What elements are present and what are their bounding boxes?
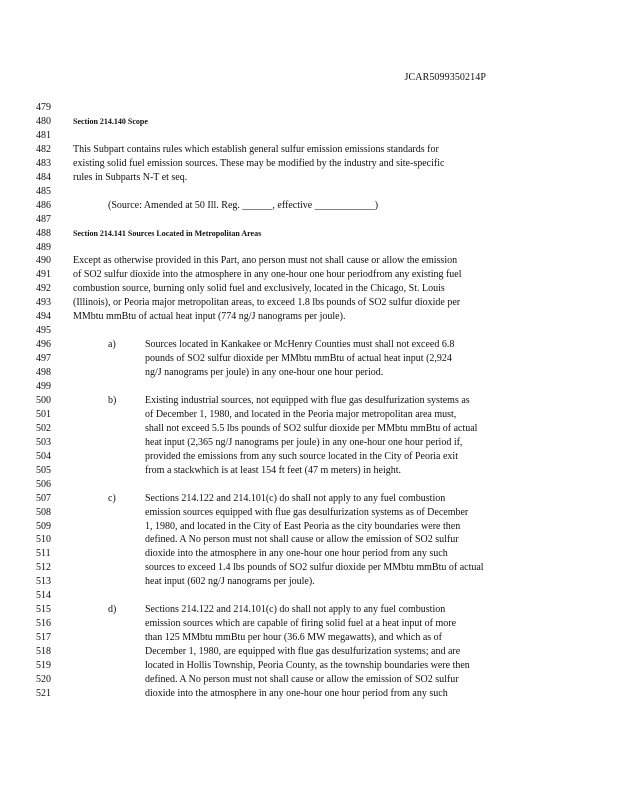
text-line <box>0 645 618 659</box>
line-text: Sections 214.122 and 214.101(c) do shall not apply to any fuel combustion <box>145 492 446 504</box>
line-number: 512 <box>36 562 51 574</box>
line-number: 488 <box>36 227 51 239</box>
line-number: 490 <box>36 255 51 267</box>
line-number: 497 <box>36 353 51 365</box>
line-text: Existing industrial sources, not equipped with flue gas desulfurization systems as <box>145 394 470 406</box>
text-line <box>0 603 618 617</box>
line-number: 486 <box>36 199 51 211</box>
line-text: ng/J nanograms per joule) in any one-hour one hour period. <box>145 367 384 379</box>
text-line <box>0 157 618 171</box>
text-line <box>0 282 618 296</box>
line-number: 513 <box>36 576 51 588</box>
text-line <box>0 324 618 338</box>
text-line <box>0 520 618 534</box>
text-line <box>0 506 618 520</box>
text-line <box>0 352 618 366</box>
section-heading: Section 214.141 Sources Located in Metropolitan Areas <box>73 228 262 238</box>
line-number: 507 <box>36 492 51 504</box>
line-text: existing solid fuel emission sources. These may be modified by the industry and site-specific <box>73 157 445 169</box>
line-text: from a stackwhich is at least 154 ft feet (47 m meters) in height. <box>145 464 402 476</box>
line-text: emission sources which are capable of firing solid fuel at a heat input of more <box>145 618 457 630</box>
line-number: 499 <box>36 381 51 392</box>
line-number: 510 <box>36 534 51 546</box>
line-number: 482 <box>36 143 51 155</box>
line-text: This Subpart contains rules which establish general sulfur emission emissions standards for <box>73 143 439 155</box>
line-number: 480 <box>36 115 51 127</box>
line-number: 505 <box>36 464 51 476</box>
line-number: 517 <box>36 632 51 644</box>
text-line <box>0 450 618 464</box>
text-line <box>0 171 618 185</box>
text-line <box>0 464 618 478</box>
text-line <box>0 254 618 268</box>
line-number: 515 <box>36 604 51 616</box>
line-number: 495 <box>36 325 51 337</box>
text-line <box>0 659 618 673</box>
line-text: than 125 MMbtu mmBtu per hour (36.6 MW megawatts), and which as of <box>145 632 442 644</box>
line-number: 494 <box>36 311 51 323</box>
text-line <box>0 492 618 506</box>
text-line <box>0 533 618 547</box>
text-line <box>0 143 618 157</box>
text-line <box>0 589 618 603</box>
line-text: dioxide into the atmosphere in any one-hour one hour period from any such <box>145 687 448 699</box>
subsection-label: a) <box>108 339 116 351</box>
text-line <box>0 241 618 255</box>
line-number: 498 <box>36 367 51 379</box>
line-text: of SO2 sulfur dioxide into the atmosphere in any one-hour one hour periodfrom any existing fuel <box>73 269 462 281</box>
line-text: December 1, 1980, are equipped with flue gas desulfurization systems; and are <box>145 646 461 658</box>
text-line <box>0 185 618 199</box>
text-line <box>0 408 618 422</box>
line-number: 518 <box>36 646 51 658</box>
section-heading: Section 214.140 Scope <box>73 116 148 126</box>
text-line <box>0 631 618 645</box>
line-text: rules in Subparts N-T et seq. <box>73 171 188 183</box>
line-number: 511 <box>36 548 51 560</box>
text-line <box>0 115 618 129</box>
line-number: 519 <box>36 660 51 671</box>
line-number: 514 <box>36 590 51 602</box>
text-line <box>0 617 618 631</box>
text-line <box>0 436 618 450</box>
text-line <box>0 101 618 115</box>
line-number: 502 <box>36 422 51 434</box>
line-text: sources to exceed 1.4 lbs pounds of SO2 sulfur dioxide per MMbtu mmBtu of actual <box>145 562 484 574</box>
text-line <box>0 199 618 213</box>
text-line <box>0 268 618 282</box>
text-line <box>0 478 618 492</box>
text-line <box>0 561 618 575</box>
line-number: 520 <box>36 673 51 685</box>
line-number: 489 <box>36 241 51 253</box>
text-line <box>0 687 618 701</box>
text-line <box>0 575 618 589</box>
text-line <box>0 227 618 241</box>
line-number: 483 <box>36 157 51 169</box>
text-line <box>0 310 618 324</box>
line-number: 487 <box>36 213 51 225</box>
line-text: Except as otherwise provided in this Part, ano person must not shall cause or allow the emission <box>73 255 458 267</box>
line-text: pounds of SO2 sulfur dioxide per MMbtu mmBtu of actual heat input (2,924 <box>145 353 452 365</box>
line-number: 496 <box>36 339 51 351</box>
line-number: 481 <box>36 129 51 141</box>
subsection-label: b) <box>108 394 117 406</box>
line-number: 516 <box>36 618 51 630</box>
subsection-label: c) <box>108 492 116 504</box>
line-number: 493 <box>36 297 51 309</box>
line-number: 506 <box>36 478 51 490</box>
line-text: defined. A No person must not shall cause or allow the emission of SO2 sulfur <box>145 673 459 685</box>
line-number: 485 <box>36 185 51 197</box>
line-number: 484 <box>36 171 51 183</box>
document-id: JCAR5099350214P <box>404 72 486 83</box>
line-number: 521 <box>36 687 51 699</box>
line-text: MMbtu mmBtu of actual heat input (774 ng/J nanograms per joule). <box>73 311 346 323</box>
line-text: heat input (602 ng/J nanograms per joule). <box>145 576 315 588</box>
text-line <box>0 422 618 436</box>
line-text: Sections 214.122 and 214.101(c) do shall not apply to any fuel combustion <box>145 604 446 616</box>
text-line <box>0 673 618 687</box>
line-text: (Source: Amended at 50 Ill. Reg. ______, effective ____________) <box>108 199 379 211</box>
line-text: 1, 1980, and located in the City of East Peoria as the city boundaries were then <box>145 520 461 532</box>
line-number: 504 <box>36 450 51 462</box>
line-text: (Illinois), or Peoria major metropolitan areas, to exceed 1.8 lbs pounds of SO2 sulfur dioxide per <box>73 297 461 309</box>
subsection-label: d) <box>108 604 117 616</box>
line-number: 500 <box>36 394 51 406</box>
line-number: 503 <box>36 436 51 448</box>
line-text: Sources located in Kankakee or McHenry Counties must shall not exceed 6.8 <box>145 339 455 351</box>
line-text: combustion source, burning only solid fuel and exclusively, located in the Chicago, St. Louis <box>73 283 445 295</box>
line-text: dioxide into the atmosphere in any one-hour one hour period from any such <box>145 548 448 560</box>
text-line <box>0 366 618 380</box>
text-line <box>0 296 618 310</box>
line-text: located in Hollis Township, Peoria County, as the township boundaries were then <box>145 660 470 671</box>
text-line <box>0 129 618 143</box>
line-text: provided the emissions from any such source located in the City of Peoria exit <box>145 450 458 462</box>
line-number: 509 <box>36 520 51 532</box>
line-number: 501 <box>36 408 51 420</box>
text-line <box>0 547 618 561</box>
line-text: emission sources equipped with flue gas desulfurization systems as of December <box>145 506 469 518</box>
line-number: 508 <box>36 506 51 518</box>
line-number: 491 <box>36 269 51 281</box>
text-line <box>0 338 618 352</box>
line-text: defined. A No person must not shall cause or allow the emission of SO2 sulfur <box>145 534 459 546</box>
text-line <box>0 394 618 408</box>
text-line <box>0 213 618 227</box>
text-line <box>0 380 618 394</box>
line-text: shall not exceed 5.5 lbs pounds of SO2 sulfur dioxide per MMbtu mmBtu of actual <box>145 422 478 434</box>
line-number: 479 <box>36 102 51 113</box>
line-text: of December 1, 1980, and located in the Peoria major metropolitan area must, <box>145 408 457 420</box>
line-text: heat input (2,365 ng/J nanograms per joule) in any one-hour one hour period if, <box>145 436 463 448</box>
line-number: 492 <box>36 283 51 295</box>
